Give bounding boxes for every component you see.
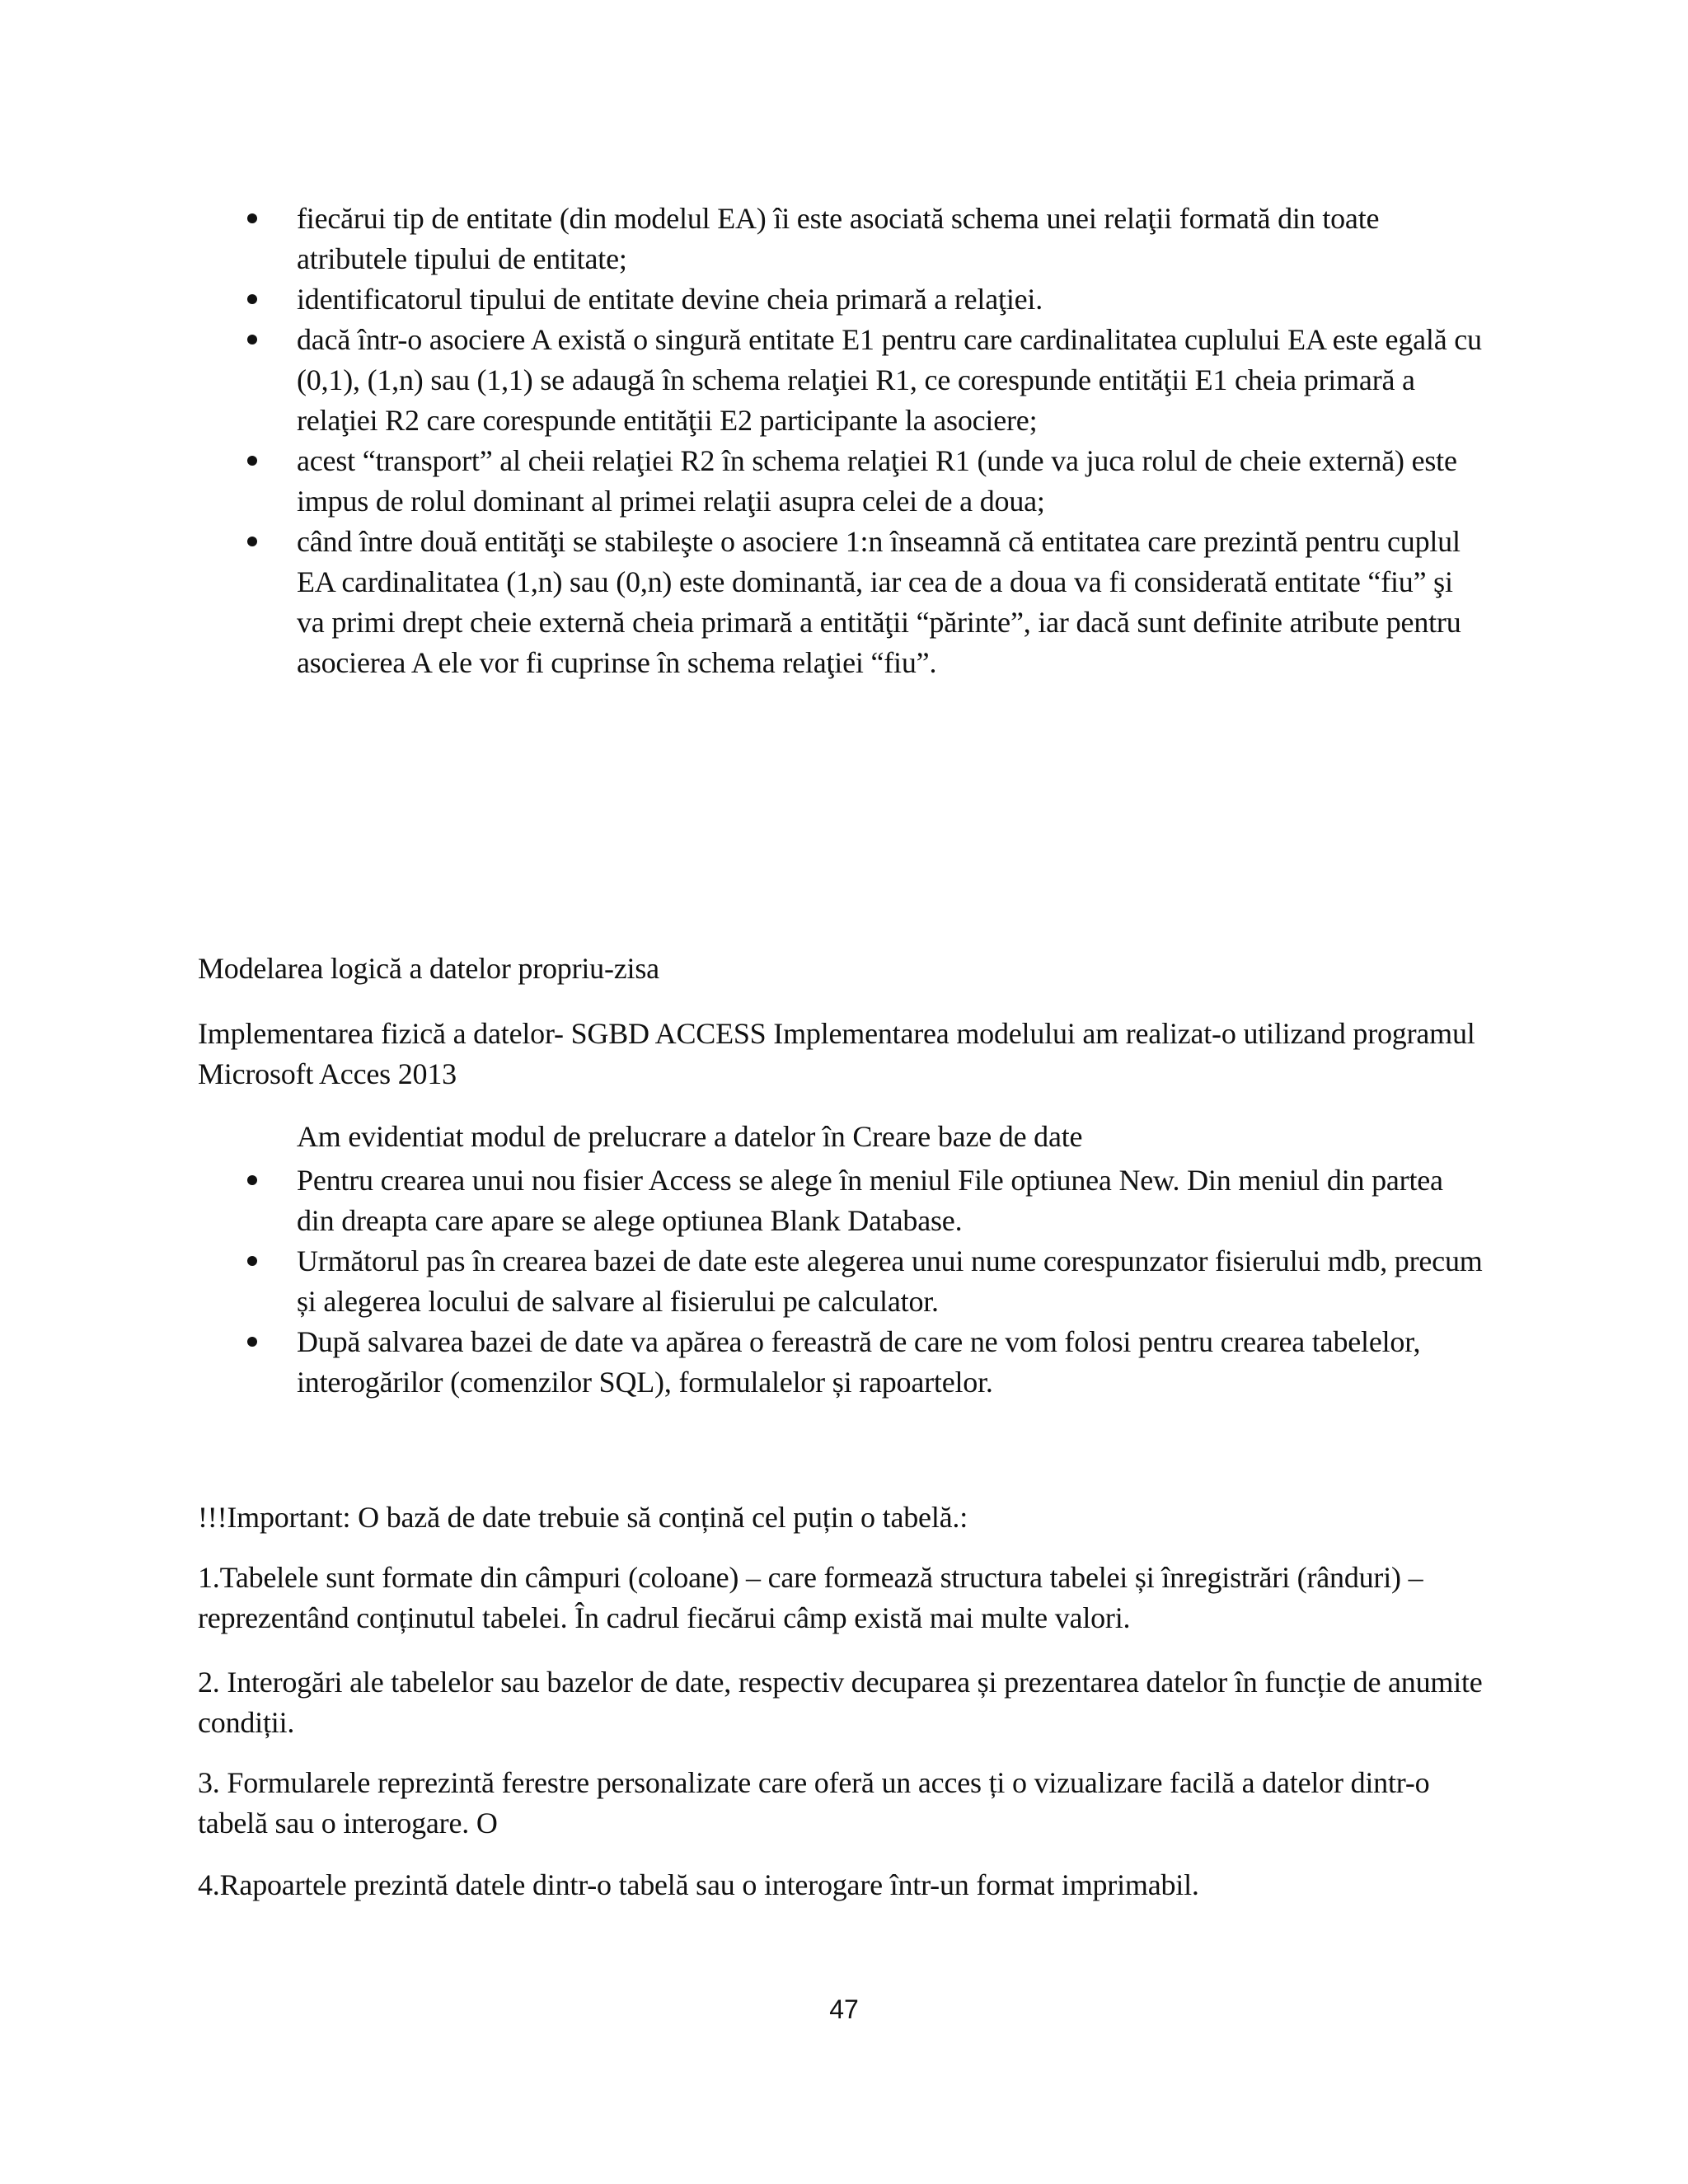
list-item-text: După salvarea bazei de date va apărea o fereastră de care ne vom folosi pentru crearea tabelelor, interogărilor (comenzilor SQL), formulalelor și rapoartelor. (297, 1325, 1421, 1399)
list-item-text: Următorul pas în crearea bazei de date este alegerea unui nume corespunzator fisierului mdb, precum și alegerea locului de salvare al fisierului pe calculator. (297, 1244, 1483, 1318)
access-steps-list (198, 1160, 1484, 1403)
implementation-paragraph: Implementarea fizică a datelor- SGBD ACCESS Implementarea modelului am realizat-o utilizand programul Microsoft Acces 2013 (198, 1017, 1475, 1090)
bullet-icon (247, 1175, 257, 1185)
section-heading: Modelarea logică a datelor propriu-zisa (198, 952, 659, 985)
entity-mapping-rules-list (198, 199, 1484, 683)
list-item-text: Pentru crearea unui nou fisier Access se alege în meniul File optiunea New. Din meniul din partea din dreapta care apare se alege optiunea Blank Database. (297, 1164, 1443, 1237)
list-item (198, 199, 1484, 279)
list-item-text: când între două entităţi se stabileşte o asociere 1:n înseamnă că entitatea care prezintă pentru cuplul EA cardinalitatea (1,n) sau (0,n) este dominantă, iar cea de a doua va fi considerată entitate “fiu” şi va primi drept cheie externă cheia primară a entităţii “părinte”, iar dacă sunt definite atribute pentru asocierea A ele vor fi cuprinse în schema relaţiei “fiu”. (297, 525, 1461, 679)
bullet-icon (247, 335, 257, 344)
object-item-forms: 3. Formularele reprezintă ferestre personalizate care oferă un acces ți o vizualizare facilă a datelor dintr-o tabelă sau o interogare. O (198, 1766, 1430, 1840)
list-item-text: dacă într-o asociere A există o singură entitate E1 pentru care cardinalitatea cuplului EA este egală cu (0,1), (1,n) sau (1,1) se adaugă în schema relaţiei R1, ce corespunde entităţii E1 cheia primară a relaţiei R2 care corespunde entităţii E2 participante la asociere; (297, 323, 1482, 437)
object-item-tables: 1.Tabelele sunt formate din câmpuri (coloane) – care formează structura tabelei și înregistrări (rânduri) – reprezentând conținutul tabelei. În cadrul fiecărui câmp există mai multe valori. (198, 1561, 1423, 1634)
object-item-reports: 4.Rapoartele prezintă datele dintr-o tabelă sau o interogare într-un format imprimabil. (198, 1868, 1199, 1901)
page-number: 47 (829, 1994, 859, 2024)
object-item-queries: 2. Interogări ale tabelelor sau bazelor de date, respectiv decuparea și prezentarea datelor în funcție de anumite condiții. (198, 1666, 1483, 1739)
bullet-icon (247, 1337, 257, 1347)
list-item (198, 522, 1484, 683)
list-item (198, 441, 1484, 522)
bullet-icon (247, 537, 257, 546)
bullet-icon (247, 294, 257, 304)
list-item (198, 1322, 1484, 1403)
intro-line: Am evidentiat modul de prelucrare a datelor în Creare baze de date (297, 1120, 1083, 1153)
list-item (198, 1241, 1484, 1322)
list-item (198, 320, 1484, 441)
list-item-text: identificatorul tipului de entitate devine cheia primară a relaţiei. (297, 283, 1043, 316)
bullet-icon (247, 1256, 257, 1266)
important-note: !!!Important: O bază de date trebuie să conțină cel puțin o tabelă.: (198, 1501, 968, 1534)
bullet-icon (247, 456, 257, 466)
list-item-text: acest “transport” al cheii relaţiei R2 în schema relaţiei R1 (unde va juca rolul de cheie externă) este impus de rolul dominant al primei relaţii asupra celei de a doua; (297, 444, 1457, 518)
bullet-icon (247, 213, 257, 223)
list-item (198, 1160, 1484, 1241)
list-item-text: fiecărui tip de entitate (din modelul EA) îi este asociată schema unei relaţii formată din toate atributele tipului de entitate; (297, 202, 1380, 275)
list-item (198, 279, 1484, 320)
